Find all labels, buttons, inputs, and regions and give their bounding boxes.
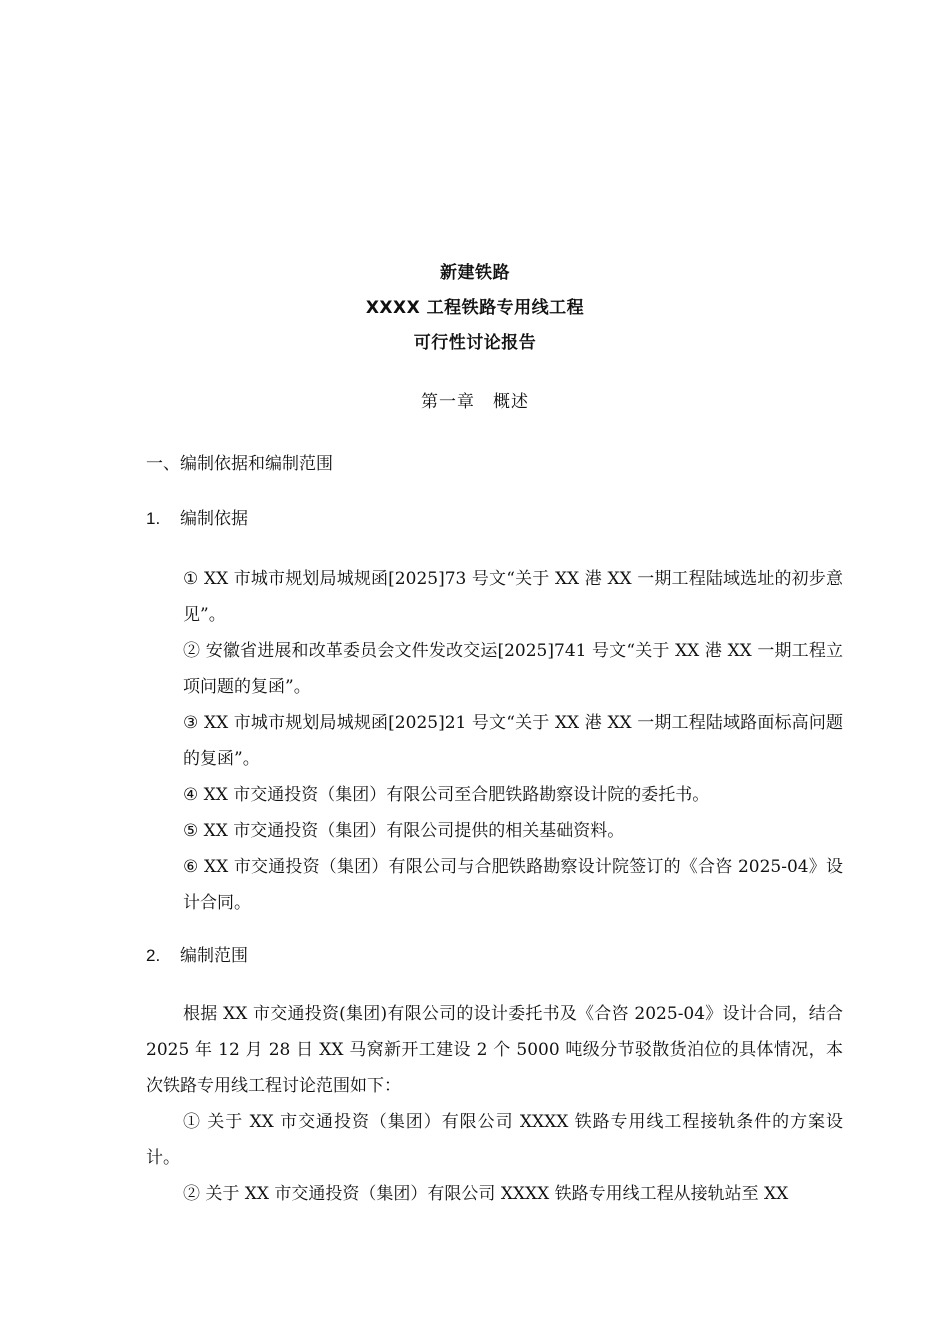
title-line-2: XXXX 工程铁路专用线工程 [365, 298, 585, 318]
list-item: ② 安徽省进展和改革委员会文件发改交运[2025]741 号文“关于 XX 港 XX 一期工程立项问题的复函”。 [183, 641, 843, 697]
list-item: ⑥ XX 市交通投资（集团）有限公司与合肥铁路勘察设计院签订的《合咨 2025-04》设计合同。 [183, 857, 843, 913]
scope-body [146, 996, 843, 1212]
subsection-heading-basis [146, 505, 248, 533]
subsection-heading-scope [146, 942, 248, 970]
title-line-1: 新建铁路 [440, 263, 510, 283]
chapter-label: 第一章 [421, 392, 475, 412]
chapter-heading [0, 388, 950, 416]
list-item: ① XX 市城市规划局城规函[2025]73 号文“关于 XX 港 XX 一期工程陆域选址的初步意见”。 [183, 569, 843, 625]
subsection-number: 1. [146, 509, 161, 528]
document-title [0, 256, 950, 361]
paragraph: ② 关于 XX 市交通投资（集团）有限公司 XXXX 铁路专用线工程从接轨站至 XX [183, 1184, 789, 1204]
chapter-name: 概述 [493, 392, 529, 412]
list-item: ③ XX 市城市规划局城规函[2025]21 号文“关于 XX 港 XX 一期工程陆域路面标高问题的复函”。 [183, 713, 843, 769]
paragraph: 根据 XX 市交通投资(集团)有限公司的设计委托书及《合咨 2025-04》设计合同，结合 2025 年 12 月 28 日 XX 马窝新开工建设 2 个 5000 吨级分节驳散货泊位的具体情况，本次铁路专用线工程讨论范围如下： [146, 1004, 843, 1096]
section-heading: 一、编制依据和编制范围 [146, 454, 333, 474]
list-item: ⑤ XX 市交通投资（集团）有限公司提供的相关基础资料。 [183, 821, 625, 841]
basis-list [183, 561, 843, 921]
list-item: ④ XX 市交通投资（集团）有限公司至合肥铁路勘察设计院的委托书。 [183, 785, 710, 805]
subsection-number: 2. [146, 946, 161, 965]
paragraph: ① 关于 XX 市交通投资（集团）有限公司 XXXX 铁路专用线工程接轨条件的方案设计。 [146, 1112, 843, 1168]
title-line-3: 可行性讨论报告 [413, 333, 537, 353]
subsection-title: 编制依据 [180, 509, 248, 529]
subsection-title: 编制范围 [180, 946, 248, 966]
